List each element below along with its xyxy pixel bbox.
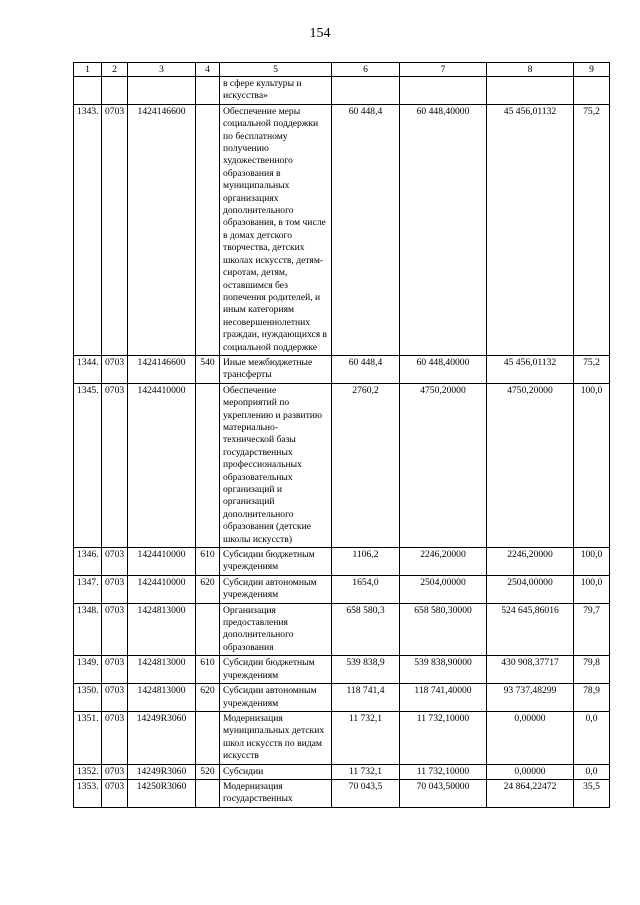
- value-col9: 0,0: [574, 764, 610, 779]
- item-name: Субсидии автономным учреждениям: [220, 575, 332, 603]
- value-col8: 2246,20000: [487, 548, 574, 576]
- expense-type: [196, 77, 220, 105]
- value-col7: 4750,20000: [400, 383, 487, 547]
- item-name: Модернизация государственных: [220, 779, 332, 807]
- expense-type: 620: [196, 684, 220, 712]
- value-col9: [574, 77, 610, 105]
- item-name: Модернизация муниципальных детских школ искусств по видам искусств: [220, 711, 332, 764]
- value-col6: 11 732,1: [332, 764, 400, 779]
- table-row: [74, 711, 610, 764]
- value-col9: 79,8: [574, 656, 610, 684]
- section-code: 0703: [102, 383, 128, 547]
- expense-type: [196, 779, 220, 807]
- row-number: [74, 77, 102, 105]
- value-col7: 2504,00000: [400, 575, 487, 603]
- table-row: [74, 656, 610, 684]
- header-cell: 3: [128, 63, 196, 77]
- section-code: 0703: [102, 779, 128, 807]
- expense-type: 540: [196, 355, 220, 383]
- value-col9: 75,2: [574, 355, 610, 383]
- value-col9: 75,2: [574, 104, 610, 355]
- value-col9: 100,0: [574, 383, 610, 547]
- target-code: [128, 77, 196, 105]
- item-name: Иные межбюджетные трансферты: [220, 355, 332, 383]
- header-cell: 8: [487, 63, 574, 77]
- table-row: [74, 77, 610, 105]
- section-code: 0703: [102, 355, 128, 383]
- item-name: Обеспечение меры социальной поддержки по бесплатному получению художественного образования в муниципальных организациях дополнительного образования, в том числе в домах детского творчества, детских школах искусств, детям-сиротам, детям, оставшимся без попечения родителей, и иным категориям несовершеннолетних граждан, нуждающихся в социальной поддержке: [220, 104, 332, 355]
- target-code: 1424813000: [128, 603, 196, 656]
- value-col6: 1654,0: [332, 575, 400, 603]
- value-col6: 658 580,3: [332, 603, 400, 656]
- row-number: 1346.: [74, 548, 102, 576]
- value-col8: 24 864,22472: [487, 779, 574, 807]
- value-col6: 60 448,4: [332, 104, 400, 355]
- value-col8: 524 645,86016: [487, 603, 574, 656]
- value-col7: 11 732,10000: [400, 711, 487, 764]
- section-code: 0703: [102, 764, 128, 779]
- section-code: 0703: [102, 656, 128, 684]
- value-col8: [487, 77, 574, 105]
- table-row: [74, 603, 610, 656]
- table-row: [74, 575, 610, 603]
- value-col7: 60 448,40000: [400, 104, 487, 355]
- row-number: 1347.: [74, 575, 102, 603]
- value-col7: 539 838,90000: [400, 656, 487, 684]
- section-code: 0703: [102, 104, 128, 355]
- row-number: 1345.: [74, 383, 102, 547]
- value-col6: 1106,2: [332, 548, 400, 576]
- value-col8: 2504,00000: [487, 575, 574, 603]
- header-cell: 6: [332, 63, 400, 77]
- target-code: 1424813000: [128, 684, 196, 712]
- page-number: 154: [309, 26, 331, 41]
- value-col8: 45 456,01132: [487, 104, 574, 355]
- header-cell: 9: [574, 63, 610, 77]
- target-code: 1424410000: [128, 575, 196, 603]
- value-col9: 79,7: [574, 603, 610, 656]
- header-cell: 5: [220, 63, 332, 77]
- item-name: в сфере культуры и искусства»: [220, 77, 332, 105]
- value-col6: 60 448,4: [332, 355, 400, 383]
- value-col8: 430 908,37717: [487, 656, 574, 684]
- item-name: Субсидии автономным учреждениям: [220, 684, 332, 712]
- value-col8: 0,00000: [487, 764, 574, 779]
- row-number: 1349.: [74, 656, 102, 684]
- table-row: [74, 383, 610, 547]
- value-col6: 118 741,4: [332, 684, 400, 712]
- row-number: 1343.: [74, 104, 102, 355]
- value-col9: 78,9: [574, 684, 610, 712]
- row-number: 1353.: [74, 779, 102, 807]
- table-row: [74, 764, 610, 779]
- expense-type: 610: [196, 656, 220, 684]
- section-code: 0703: [102, 684, 128, 712]
- header-cell: 2: [102, 63, 128, 77]
- value-col6: 70 043,5: [332, 779, 400, 807]
- target-code: 1424146600: [128, 355, 196, 383]
- value-col7: 70 043,50000: [400, 779, 487, 807]
- section-code: 0703: [102, 711, 128, 764]
- header-cell: 7: [400, 63, 487, 77]
- header-cell: 1: [74, 63, 102, 77]
- expense-type: 520: [196, 764, 220, 779]
- target-code: 1424146600: [128, 104, 196, 355]
- row-number: 1352.: [74, 764, 102, 779]
- table-row: [74, 104, 610, 355]
- section-code: 0703: [102, 603, 128, 656]
- value-col7: 2246,20000: [400, 548, 487, 576]
- value-col6: 11 732,1: [332, 711, 400, 764]
- value-col7: 118 741,40000: [400, 684, 487, 712]
- item-name: Субсидии бюджетным учреждениям: [220, 548, 332, 576]
- value-col8: 45 456,01132: [487, 355, 574, 383]
- target-code: 1424813000: [128, 656, 196, 684]
- value-col7: [400, 77, 487, 105]
- section-code: 0703: [102, 548, 128, 576]
- section-code: 0703: [102, 575, 128, 603]
- table-row: [74, 548, 610, 576]
- row-number: 1344.: [74, 355, 102, 383]
- item-name: Субсидии бюджетным учреждениям: [220, 656, 332, 684]
- expense-type: [196, 603, 220, 656]
- value-col6: 539 838,9: [332, 656, 400, 684]
- target-code: 14249R3060: [128, 711, 196, 764]
- value-col9: 100,0: [574, 548, 610, 576]
- row-number: 1348.: [74, 603, 102, 656]
- expense-type: 610: [196, 548, 220, 576]
- table-row: [74, 779, 610, 807]
- target-code: 14250R3060: [128, 779, 196, 807]
- item-name: Организация предоставления дополнительного образования: [220, 603, 332, 656]
- expense-type: 620: [196, 575, 220, 603]
- target-code: 1424410000: [128, 548, 196, 576]
- value-col8: 4750,20000: [487, 383, 574, 547]
- value-col6: [332, 77, 400, 105]
- table-row: [74, 355, 610, 383]
- section-code: [102, 77, 128, 105]
- value-col8: 0,00000: [487, 711, 574, 764]
- value-col7: 11 732,10000: [400, 764, 487, 779]
- item-name: Субсидии: [220, 764, 332, 779]
- expense-type: [196, 383, 220, 547]
- header-cell: 4: [196, 63, 220, 77]
- value-col7: 658 580,30000: [400, 603, 487, 656]
- value-col9: 0,0: [574, 711, 610, 764]
- value-col7: 60 448,40000: [400, 355, 487, 383]
- target-code: 1424410000: [128, 383, 196, 547]
- item-name: Обеспечение мероприятий по укреплению и развитию материально-технической базы государственных профессиональных образовательных организаций и организаций дополнительного образования (детские школы искусств): [220, 383, 332, 547]
- table-row: [74, 684, 610, 712]
- header-row: [74, 63, 610, 77]
- target-code: 14249R3060: [128, 764, 196, 779]
- expense-type: [196, 711, 220, 764]
- row-number: 1350.: [74, 684, 102, 712]
- row-number: 1351.: [74, 711, 102, 764]
- value-col8: 93 737,48299: [487, 684, 574, 712]
- expense-type: [196, 104, 220, 355]
- budget-table: [73, 62, 610, 808]
- value-col6: 2760,2: [332, 383, 400, 547]
- value-col9: 35,5: [574, 779, 610, 807]
- value-col9: 100,0: [574, 575, 610, 603]
